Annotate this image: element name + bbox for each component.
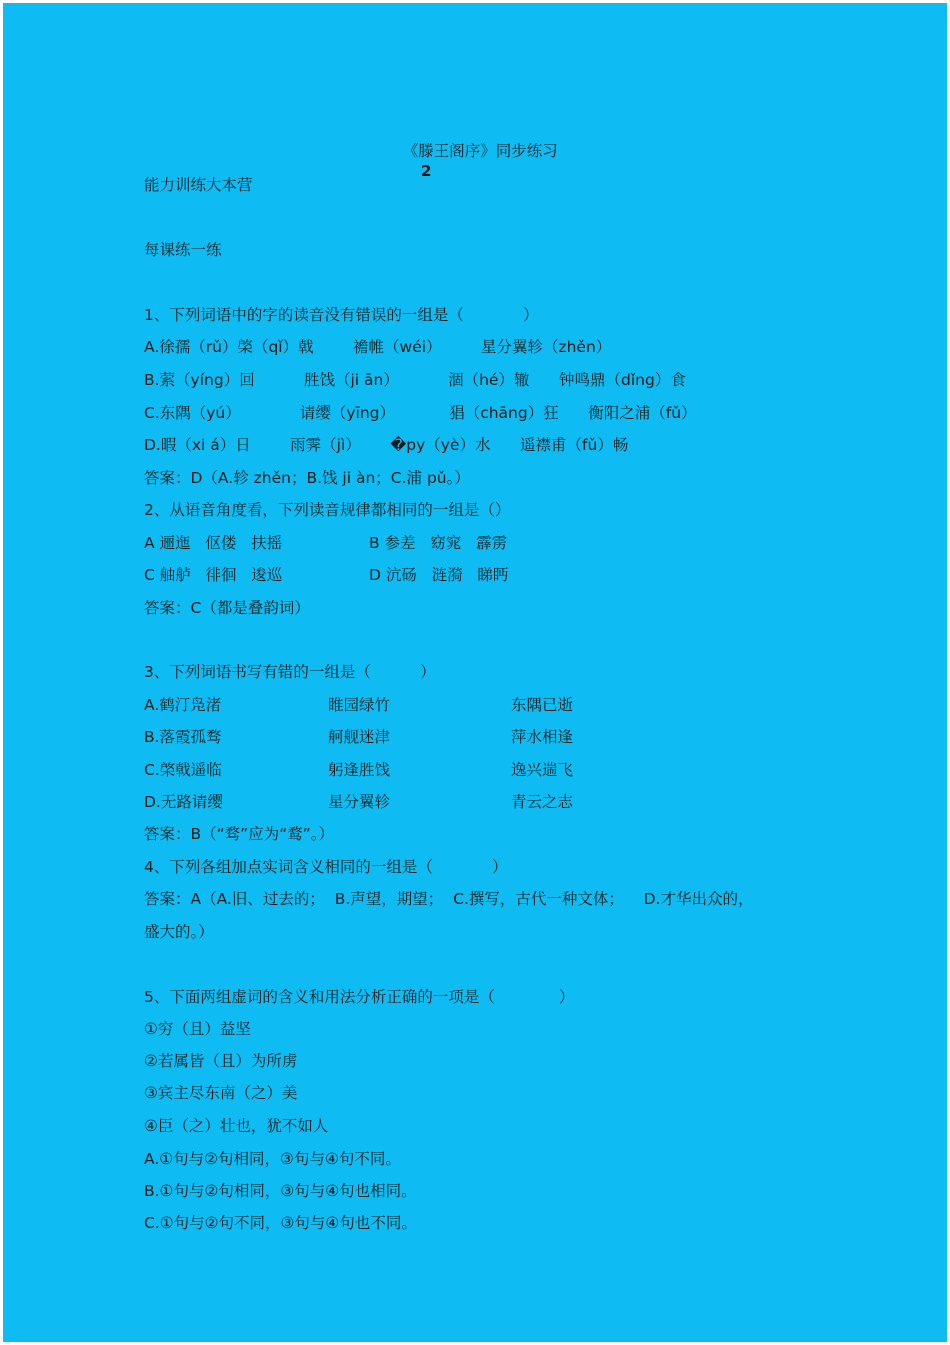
q3-b-2: 舸舰迷津: [328, 728, 391, 746]
q3-c-3: 逸兴遄飞: [511, 761, 574, 779]
q3-answer: 答案：B（“骛”应为“鹜”。）: [144, 825, 335, 843]
q5-option-a: A.①句与②句相同，③句与④句不同。: [144, 1150, 401, 1168]
q5-sentence-1: ①穷（且）益坚: [144, 1020, 251, 1038]
q2-option-b: B 参差 窈窕 霹雳: [369, 534, 508, 552]
q5-sentence-4: ④臣（之）壮也，犹不如人: [144, 1117, 329, 1135]
q3-c-2: 躬逢胜饯: [328, 761, 391, 779]
q3-a-2: 睢园绿竹: [328, 696, 391, 714]
q5-stem: 5、下面两组虚词的含义和用法分析正确的一项是（ ）: [144, 988, 575, 1006]
q5-sentence-3: ③宾主尽东南（之）美: [144, 1084, 298, 1102]
q4-stem: 4、下列各组加点实词含义相同的一组是（ ）: [144, 858, 508, 876]
q2-answer: 答案：C（都是叠韵词）: [144, 599, 310, 617]
q3-d-2: 星分翼轸: [328, 793, 391, 811]
q1-answer: 答案：D（A.轸 zhěn；B.饯 ji àn；C.浦 pǔ。）: [144, 469, 470, 487]
q2-stem: 2、从语音角度看，下列读音规律都相同的一组是（）: [144, 501, 511, 519]
q3-c-1: C.棨戟遥临: [144, 761, 222, 779]
q1-option-d: D.暇（xi á）日 雨霁（jì） �py（yè）水 遥襟甫（fǔ）畅: [144, 436, 629, 454]
q3-b-3: 萍水相逢: [511, 728, 574, 746]
page: [3, 3, 947, 1342]
q3-a-1: A.鹤汀凫渚: [144, 696, 222, 714]
q3-d-3: 青云之志: [511, 793, 574, 811]
q3-stem: 3、下列词语书写有错的一组是（ ）: [144, 663, 436, 681]
section-heading: 能力训练大本营: [144, 176, 253, 194]
q2-option-a: A 逦迤 伛偻 扶摇: [144, 534, 283, 552]
title-number: 2: [420, 162, 432, 180]
q1-option-b: B.萦（yíng）回 胜饯（ji ān） 涸（hé）辙 钟鸣鼎（dǐng）食: [144, 371, 686, 389]
q1-option-a: A.徐孺（rǔ）棨（qǐ）戟 襜帷（wéi） 星分翼轸（zhěn）: [144, 338, 612, 356]
q1-stem: 1、下列词语中的字的读音没有错误的一组是（ ）: [144, 306, 539, 324]
q2-option-c: C 舳舻 徘徊 逡巡: [144, 566, 283, 584]
q5-option-c: C.①句与②句不同，③句与④句也不同。: [144, 1214, 417, 1232]
q3-b-1: B.落霞孤骛: [144, 728, 222, 746]
q5-option-b: B.①句与②句相同，③句与④句也相同。: [144, 1182, 417, 1200]
q5-sentence-2: ②若属皆（且）为所虏: [144, 1052, 298, 1070]
subsection-heading: 每课练一练: [144, 241, 222, 259]
q1-option-c: C.东隅（yú） 请缨（yīng） 猖（chāng）狂 衡阳之浦（fǔ）: [144, 404, 697, 422]
q3-d-1: D.无路请缨: [144, 793, 223, 811]
q2-option-d: D 沆砀 涟漪 睇眄: [369, 566, 509, 584]
q3-a-3: 东隅已逝: [511, 696, 574, 714]
q4-answer-line1: 答案：A（A.旧、过去的； B.声望，期望； C.撰写，古代一种文体； D.才华出众的，: [144, 890, 754, 908]
q4-answer-line2: 盛大的。）: [144, 923, 214, 941]
document-title: [383, 121, 558, 201]
title-text: 《滕王阁序》同步练习: [402, 142, 558, 160]
